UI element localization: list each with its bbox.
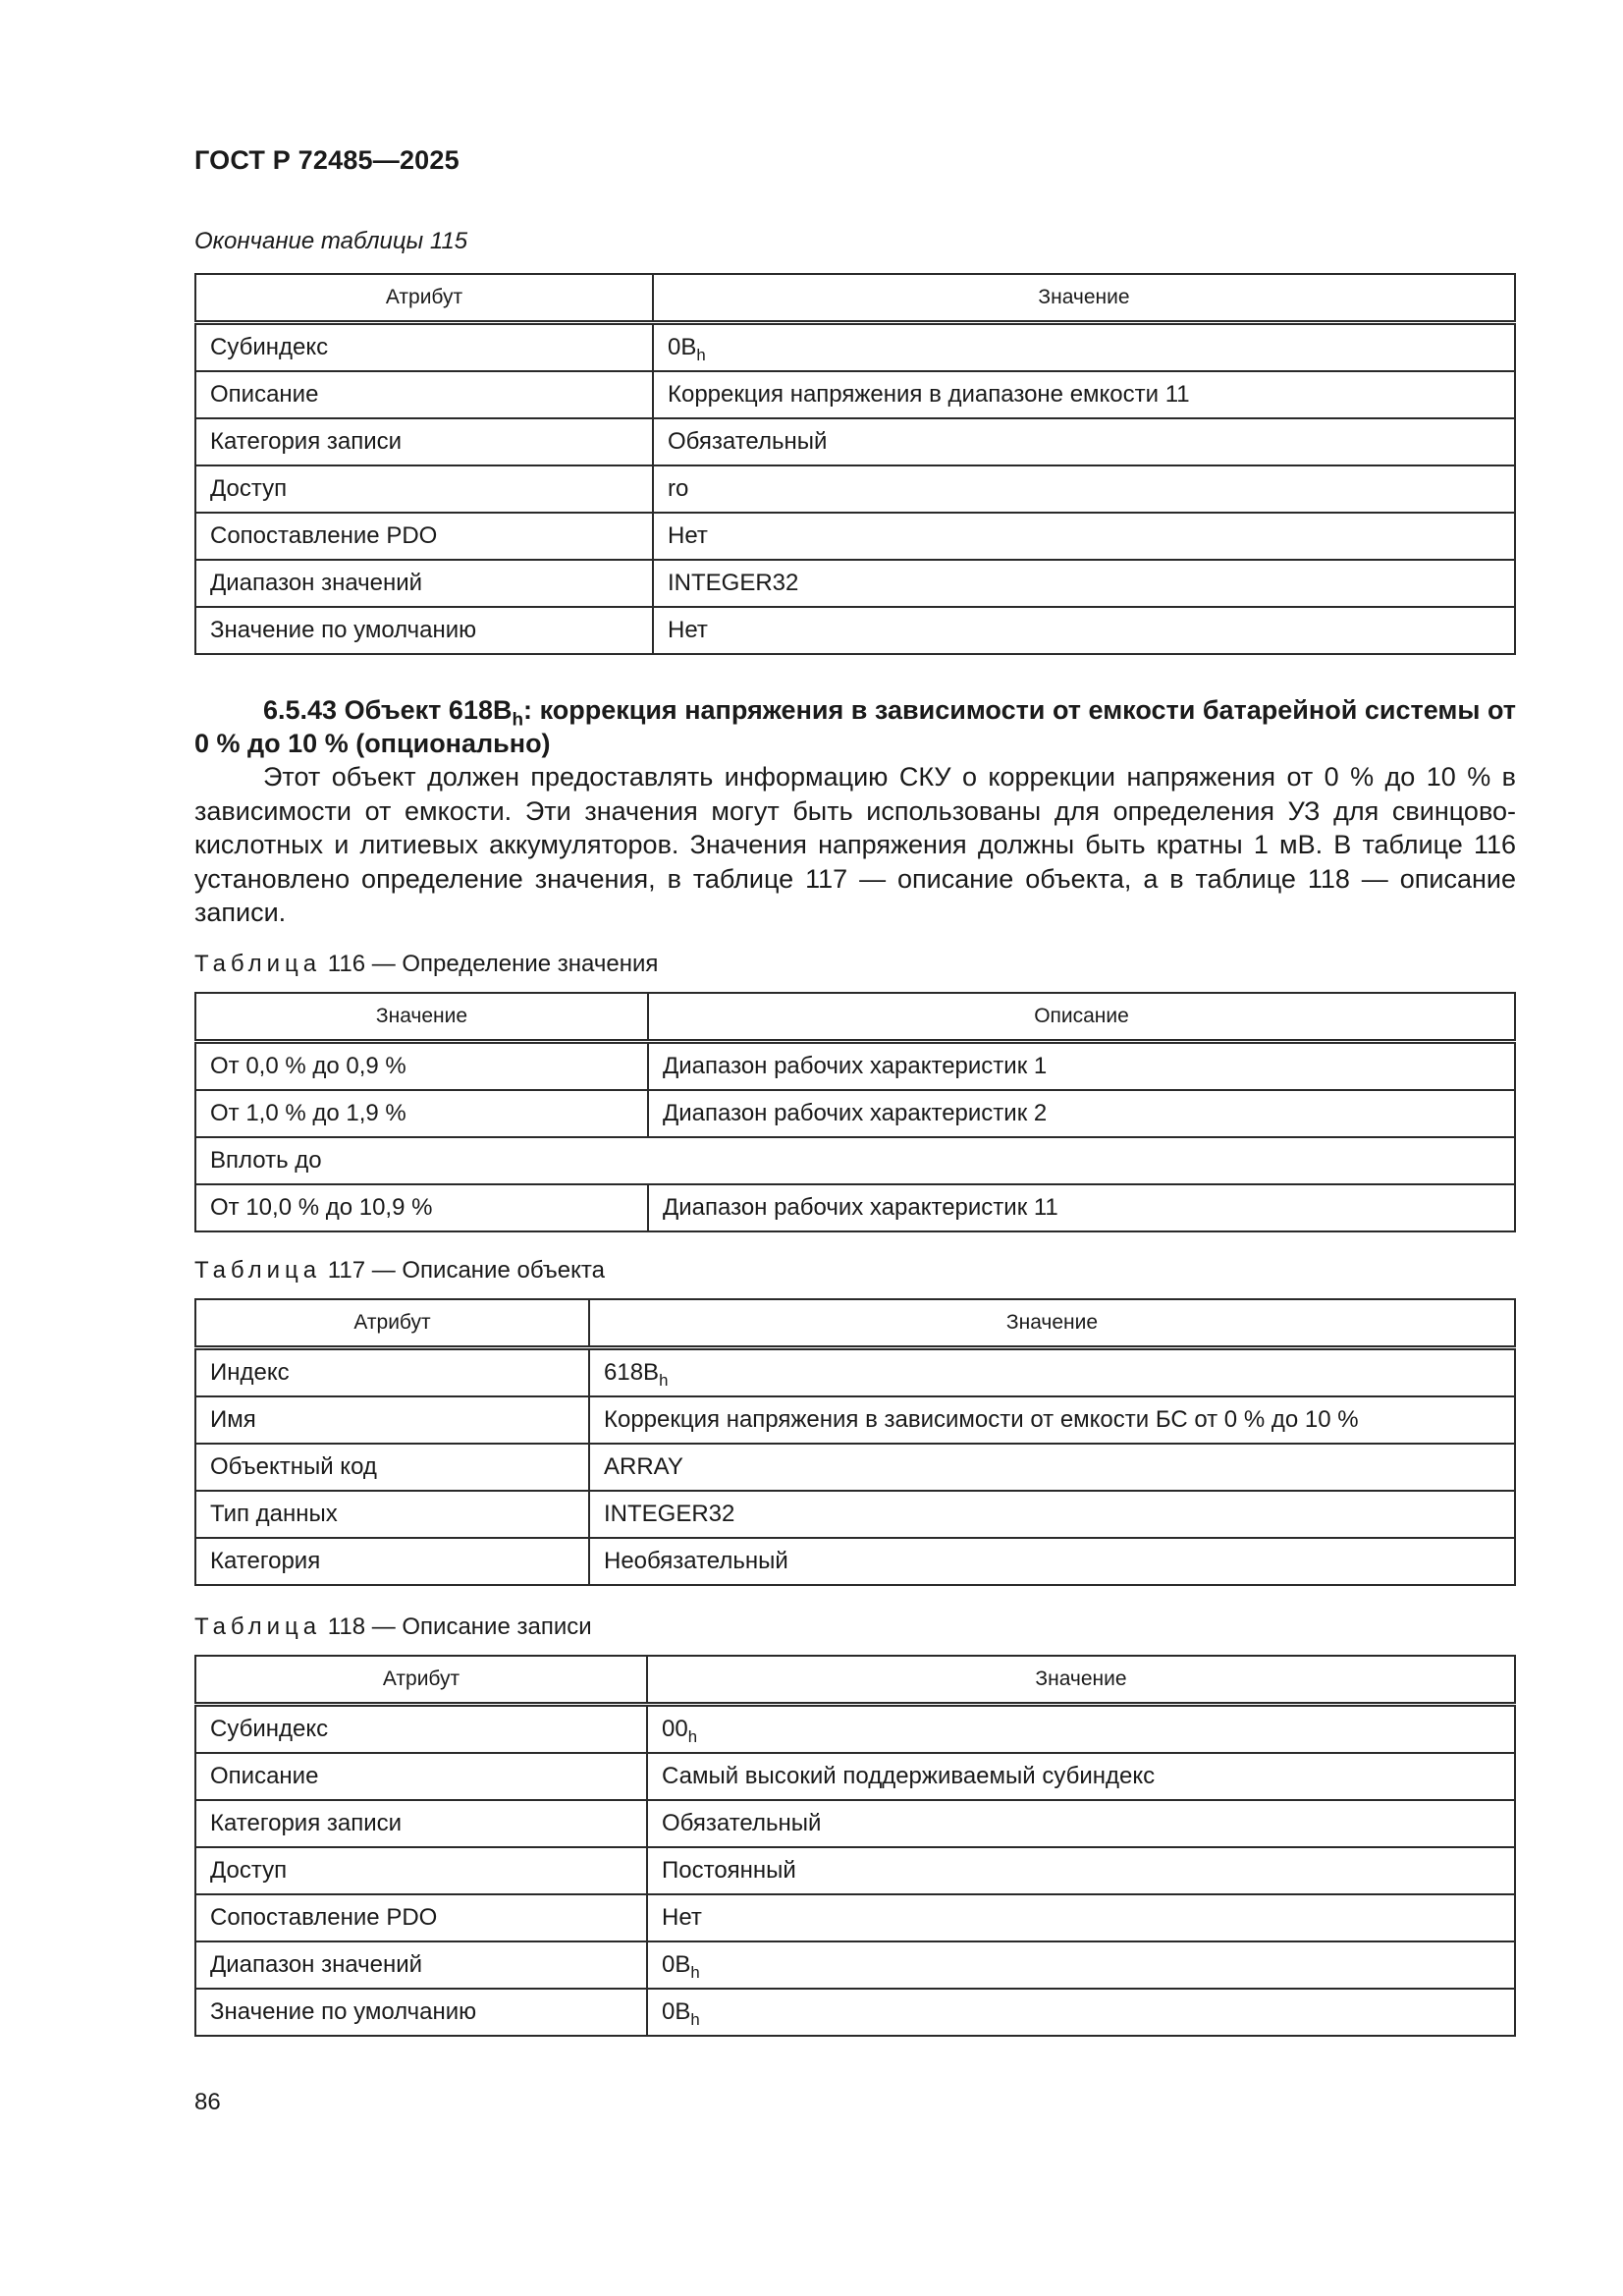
table-115 xyxy=(194,273,1516,655)
table-row xyxy=(195,1800,1515,1847)
value-cell xyxy=(647,1941,1515,1989)
table-row xyxy=(195,1184,1515,1231)
value-cell: Коррекция напряжения в зависимости от емкости БС от 0 % до 10 % xyxy=(589,1396,1515,1444)
value-cell xyxy=(653,323,1515,372)
hex-suffix: h xyxy=(512,709,524,731)
table-row xyxy=(195,1090,1515,1137)
caption-title: 117 — Описание объекта xyxy=(321,1257,605,1284)
column-header: Значение xyxy=(589,1299,1515,1348)
value-cell: Обязательный xyxy=(647,1800,1515,1847)
section-heading-start: 6.5.43 Объект 618B xyxy=(263,695,513,725)
caption-word: Таблица xyxy=(194,1257,322,1284)
attribute-cell: Сопоставление PDO xyxy=(195,513,653,560)
range-cell: От 10,0 % до 10,9 % xyxy=(195,1184,648,1231)
table-row xyxy=(195,1989,1515,2036)
table-118 xyxy=(194,1655,1516,2037)
value-cell: INTEGER32 xyxy=(589,1491,1515,1538)
table-row xyxy=(195,1753,1515,1800)
table-row xyxy=(195,418,1515,465)
table-header-row xyxy=(195,1299,1515,1348)
table-row xyxy=(195,1491,1515,1538)
description-cell: Диапазон рабочих характеристик 11 xyxy=(648,1184,1515,1231)
attribute-cell: Значение по умолчанию xyxy=(195,1989,647,2036)
spanning-cell: Вплоть до xyxy=(195,1137,1515,1184)
hex-suffix: h xyxy=(687,1726,698,1746)
attribute-cell: Диапазон значений xyxy=(195,1941,647,1989)
value-cell: ARRAY xyxy=(589,1444,1515,1491)
table-row xyxy=(195,1444,1515,1491)
attribute-cell: Объектный код xyxy=(195,1444,589,1491)
caption-word: Таблица xyxy=(194,1613,322,1640)
column-header: Значение xyxy=(653,274,1515,323)
table-row xyxy=(195,1348,1515,1397)
page-number: 86 xyxy=(194,2089,221,2115)
range-cell: От 1,0 % до 1,9 % xyxy=(195,1090,648,1137)
value-cell xyxy=(589,1348,1515,1397)
caption-title: 116 — Определение значения xyxy=(321,951,659,977)
section-heading-end: : коррекция напряжения в зависимости от емкости батарейной системы от 0 % до 10 % (опционально) xyxy=(194,695,1516,758)
caption-word: Таблица xyxy=(194,951,322,977)
table-row xyxy=(195,1137,1515,1184)
column-header: Атрибут xyxy=(195,1656,647,1705)
attribute-cell: Категория xyxy=(195,1538,589,1585)
table-header-row xyxy=(195,993,1515,1042)
value-text: 00 xyxy=(662,1716,688,1742)
table-row xyxy=(195,1847,1515,1894)
attribute-cell: Описание xyxy=(195,1753,647,1800)
column-header: Описание xyxy=(648,993,1515,1042)
attribute-cell: Сопоставление PDO xyxy=(195,1894,647,1941)
attribute-cell: Субиндекс xyxy=(195,1705,647,1754)
table-row xyxy=(195,1538,1515,1585)
value-text: 618B xyxy=(604,1359,660,1386)
value-cell xyxy=(647,1989,1515,2036)
table-continuation-label: Окончание таблицы 115 xyxy=(194,228,468,254)
table-header-row xyxy=(195,1656,1515,1705)
attribute-cell: Субиндекс xyxy=(195,323,653,372)
column-header: Атрибут xyxy=(195,274,653,323)
table-116-caption xyxy=(194,951,658,978)
attribute-cell: Доступ xyxy=(195,465,653,513)
value-cell: INTEGER32 xyxy=(653,560,1515,607)
section-paragraph: Этот объект должен предоставлять информацию СКУ о коррекции напряжения от 0 % до 10 % в зависимости от емкости. Эти значения могут быть использованы для определения УЗ для свинцово-кислотных и литиевых аккумуляторов. Значения напряжения должны быть кратны 1 мВ. В таблице 116 установлено определение значения, в таблице 117 — описание объекта, а в таблице 118 — описание записи. xyxy=(194,762,1516,927)
table-117 xyxy=(194,1298,1516,1586)
description-cell: Диапазон рабочих характеристик 1 xyxy=(648,1042,1515,1091)
value-cell: Коррекция напряжения в диапазоне емкости 11 xyxy=(653,371,1515,418)
description-cell: Диапазон рабочих характеристик 2 xyxy=(648,1090,1515,1137)
table-117-caption xyxy=(194,1257,605,1285)
column-header: Значение xyxy=(195,993,648,1042)
value-cell: Обязательный xyxy=(653,418,1515,465)
attribute-cell: Имя xyxy=(195,1396,589,1444)
range-cell: От 0,0 % до 0,9 % xyxy=(195,1042,648,1091)
value-cell: Самый высокий поддерживаемый субиндекс xyxy=(647,1753,1515,1800)
table-row xyxy=(195,607,1515,654)
attribute-cell: Доступ xyxy=(195,1847,647,1894)
table-row xyxy=(195,371,1515,418)
table-row xyxy=(195,1894,1515,1941)
attribute-cell: Тип данных xyxy=(195,1491,589,1538)
table-row xyxy=(195,1941,1515,1989)
table-row xyxy=(195,560,1515,607)
table-row xyxy=(195,1042,1515,1091)
attribute-cell: Диапазон значений xyxy=(195,560,653,607)
table-118-caption xyxy=(194,1613,592,1641)
table-row xyxy=(195,323,1515,372)
caption-title: 118 — Описание записи xyxy=(321,1613,592,1640)
value-cell: Нет xyxy=(653,513,1515,560)
table-row xyxy=(195,1705,1515,1754)
hex-suffix: h xyxy=(659,1370,669,1390)
value-text: 0B xyxy=(662,1998,691,2025)
value-cell: Необязательный xyxy=(589,1538,1515,1585)
table-header-row xyxy=(195,274,1515,323)
table-row xyxy=(195,513,1515,560)
value-cell: Постоянный xyxy=(647,1847,1515,1894)
attribute-cell: Категория записи xyxy=(195,418,653,465)
attribute-cell: Значение по умолчанию xyxy=(195,607,653,654)
hex-suffix: h xyxy=(690,1962,700,1982)
section-heading xyxy=(194,693,1516,760)
hex-suffix: h xyxy=(690,2009,700,2029)
document-header: ГОСТ Р 72485—2025 xyxy=(194,145,460,175)
value-text: 0B xyxy=(662,1951,691,1978)
value-cell xyxy=(647,1705,1515,1754)
attribute-cell: Описание xyxy=(195,371,653,418)
attribute-cell: Категория записи xyxy=(195,1800,647,1847)
attribute-cell: Индекс xyxy=(195,1348,589,1397)
table-row xyxy=(195,1396,1515,1444)
value-text: 0B xyxy=(668,334,697,360)
value-cell: Нет xyxy=(653,607,1515,654)
column-header: Атрибут xyxy=(195,1299,589,1348)
column-header: Значение xyxy=(647,1656,1515,1705)
table-116 xyxy=(194,992,1516,1232)
value-cell: Нет xyxy=(647,1894,1515,1941)
table-row xyxy=(195,465,1515,513)
hex-suffix: h xyxy=(696,345,706,364)
value-cell: ro xyxy=(653,465,1515,513)
